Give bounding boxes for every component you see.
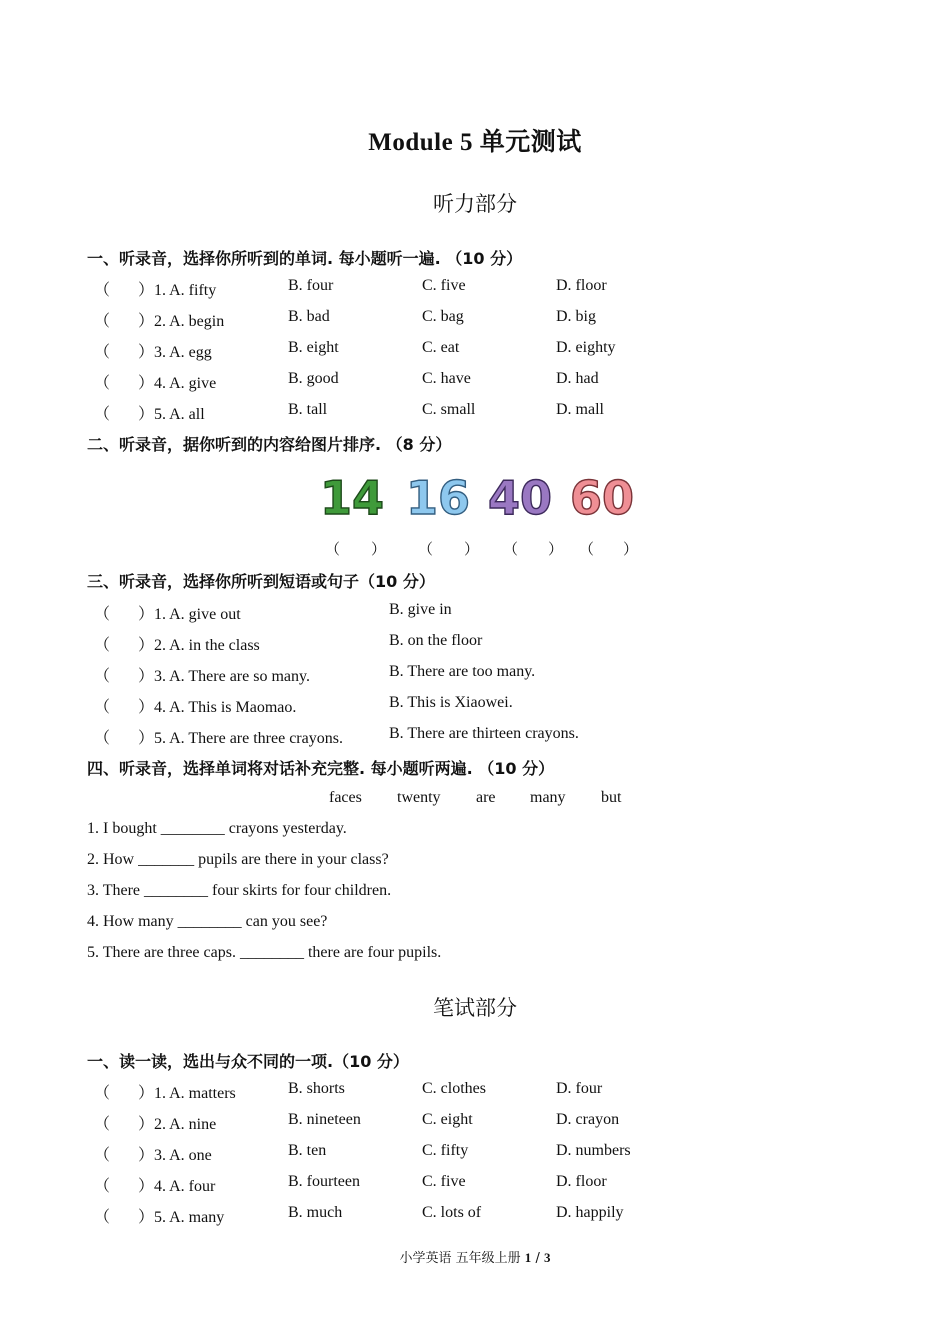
number-14-picture: 14 [320, 471, 385, 525]
question-row: （ ）1. A. fifty B. four C. five D. floor [94, 277, 607, 299]
fill-blank-sentence: 4. How many ________ can you see? [87, 913, 328, 930]
footer-text: 小学英语 五年级上册 [399, 1251, 521, 1266]
fill-blank-sentence: 1. I bought ________ crayons yesterday. [87, 820, 347, 837]
answer-paren[interactable]: （ [94, 313, 111, 330]
answer-paren[interactable]: （ [94, 699, 111, 716]
answer-paren[interactable]: （ [94, 1178, 111, 1195]
answer-paren[interactable]: （ [418, 542, 434, 558]
question-row: （ ）3. A. one B. ten C. fifty D. numbers [94, 1142, 631, 1164]
number-16-picture: 16 [405, 471, 471, 525]
word-bank [0, 789, 950, 813]
listening-section-2-heading: 二、听录音，据你听到的内容给图片排序. （8 分） [87, 435, 452, 454]
page-title: Module 5 单元测试 [368, 129, 582, 156]
number-60-picture: 60 [569, 471, 635, 525]
page-separator: / [535, 1251, 540, 1266]
word-bank-item: are [476, 789, 496, 806]
page-footer [0, 1247, 950, 1266]
page-number: 1 [524, 1250, 532, 1265]
fill-blank-sentence: 3. There ________ four skirts for four children. [87, 882, 392, 899]
question-row: （ ）5. A. all B. tall C. small D. mall [94, 401, 604, 423]
word-bank-item: many [530, 789, 566, 806]
question-row: （ ）1. A. matters B. shorts C. clothes D. four [94, 1080, 603, 1102]
answer-paren[interactable]: （ [94, 1085, 111, 1102]
question-row: （ ）4. A. four B. fourteen C. five D. floor [94, 1173, 607, 1195]
listening-section-4-heading: 四、听录音，选择单词将对话补充完整. 每小题听两遍. （10 分） [87, 759, 555, 778]
listening-section-3-heading: 三、听录音，选择你所听到短语或句子（10 分） [87, 572, 435, 591]
question-row: （ ）5. A. There are three crayons. B. There are thirteen crayons. [94, 725, 579, 747]
number-pictures [320, 466, 640, 526]
question-row: （ ）2. A. begin B. bad C. bag D. big [94, 308, 596, 330]
answer-paren[interactable]: （ [94, 1147, 111, 1164]
listening-section-1-heading: 一、听录音，选择你所听到的单词. 每小题听一遍. （10 分） [87, 249, 523, 268]
answer-paren[interactable]: （ [94, 282, 111, 299]
question-row: （ ）4. A. This is Maomao. B. This is Xiaowei. [94, 694, 513, 716]
answer-paren[interactable]: （ [94, 344, 111, 361]
answer-paren[interactable]: （ [94, 1209, 111, 1226]
question-row: （ ）5. A. many B. much C. lots of D. happily [94, 1204, 624, 1226]
page-total: 3 [543, 1250, 551, 1265]
number-40-picture: 40 [487, 471, 553, 525]
answer-paren[interactable]: （ [94, 730, 111, 747]
fill-blank-sentence: 2. How _______ pupils are there in your class? [87, 851, 389, 868]
answer-paren[interactable]: （ [94, 375, 111, 392]
answer-paren[interactable]: （ [503, 542, 519, 558]
answer-paren[interactable]: （ [94, 637, 111, 654]
answer-paren[interactable]: （ [579, 542, 595, 558]
answer-paren[interactable]: （ [94, 606, 111, 623]
question-row: （ ）2. A. in the class B. on the floor [94, 632, 483, 654]
answer-paren[interactable]: （ [325, 542, 341, 558]
question-row: （ ）3. A. egg B. eight C. eat D. eighty [94, 339, 616, 361]
word-bank-item: but [601, 789, 622, 806]
word-bank-item: twenty [397, 789, 441, 806]
answer-paren[interactable]: （ [94, 668, 111, 685]
question-row: （ ）2. A. nine B. nineteen C. eight D. crayon [94, 1111, 620, 1133]
listening-heading: 听力部分 [433, 192, 517, 216]
question-row: （ ）1. A. give out B. give in [94, 601, 452, 623]
written-section-1-heading: 一、读一读，选出与众不同的一项.（10 分） [87, 1052, 409, 1071]
question-row: （ ）4. A. give B. good C. have D. had [94, 370, 599, 392]
written-heading: 笔试部分 [433, 996, 517, 1020]
answer-paren[interactable]: （ [94, 406, 111, 423]
picture-answer-parens: （ ） （ ） （ ） （ ） [0, 538, 950, 560]
fill-blank-sentence: 5. There are three caps. ________ there are four pupils. [87, 944, 442, 961]
answer-paren[interactable]: （ [94, 1116, 111, 1133]
word-bank-item: faces [329, 789, 362, 806]
question-row: （ ）3. A. There are so many. B. There are too many. [94, 663, 536, 685]
